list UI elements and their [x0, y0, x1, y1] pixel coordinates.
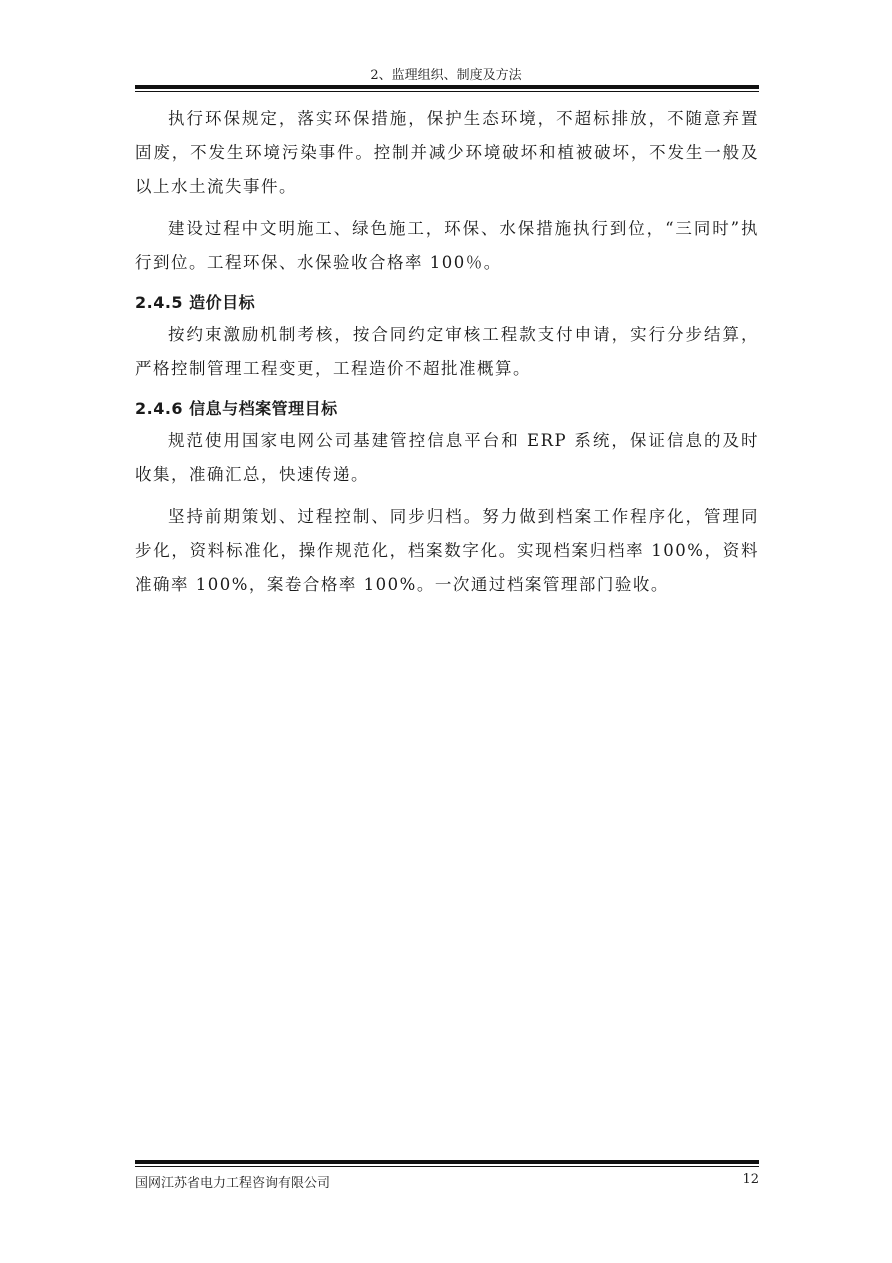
footer-rule-thick [135, 1160, 759, 1164]
body-paragraph: 执行环保规定，落实环保措施，保护生态环境，不超标排放，不随意弃置固废，不发生环境污染事件。控制并减少环境破坏和植被破坏，不发生一般及以上水土流失事件。 [135, 109, 759, 196]
body-paragraph: 规范使用国家电网公司基建管控信息平台和 ERP 系统，保证信息的及时收集，准确汇总，快速传递。 [135, 431, 759, 484]
document-body [135, 102, 759, 610]
section-heading-2-4-5: 2.4.5 造价目标 [135, 293, 256, 312]
body-paragraph: 坚持前期策划、过程控制、同步归档。努力做到档案工作程序化，管理同步化，资料标准化，操作规范化，档案数字化。实现档案归档率 100%，资料准确率 100%，案卷合格率 100%。一次通过档案管理部门验收。 [135, 507, 759, 594]
footer-rule-thin [135, 1166, 759, 1167]
page-number: 12 [742, 1172, 759, 1187]
body-paragraph: 建设过程中文明施工、绿色施工，环保、水保措施执行到位，“三同时”执行到位。工程环保、水保验收合格率 100％。 [135, 219, 759, 272]
page-footer [135, 1172, 759, 1191]
footer-company-name: 国网江苏省电力工程咨询有限公司 [135, 1176, 331, 1191]
body-paragraph: 按约束激励机制考核，按合同约定审核工程款支付申请，实行分步结算，严格控制管理工程变更，工程造价不超批准概算。 [135, 325, 759, 378]
header-rule-thick [135, 85, 759, 89]
section-heading-2-4-6: 2.4.6 信息与档案管理目标 [135, 399, 338, 418]
page-header-title: 2、监理组织、制度及方法 [370, 68, 522, 83]
header-rule-thin [135, 91, 759, 92]
